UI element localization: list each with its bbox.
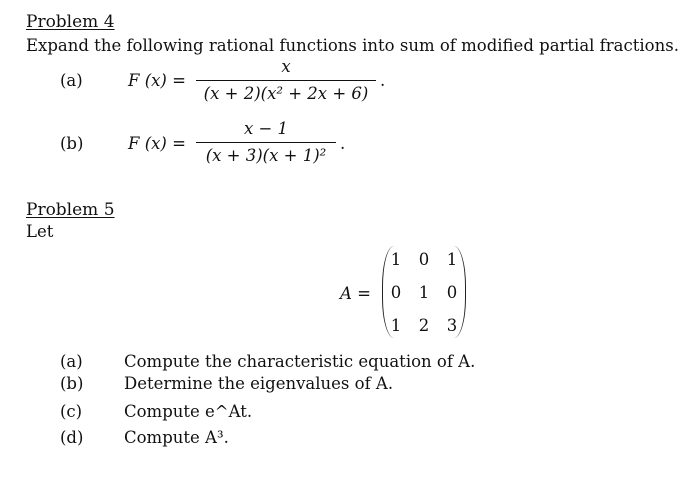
part-4a-denominator: (x + 2)(x² + 2x + 6) <box>203 84 369 103</box>
matrix-cell: 1 <box>390 316 402 335</box>
part-4a-fraction <box>196 56 376 105</box>
matrix-cell: 0 <box>390 283 402 302</box>
part-4a-numerator: x <box>281 57 291 76</box>
matrix-cell: 1 <box>390 250 402 269</box>
fraction-bar <box>196 80 376 81</box>
part-4b-numerator: x − 1 <box>243 119 289 138</box>
matrix-lhs: A = <box>340 284 371 303</box>
part-5b-text: Determine the eigenvalues of A. <box>124 374 394 393</box>
part-4b-lhs: F (x) = <box>128 134 186 153</box>
part-5a-label: (a) <box>60 352 83 371</box>
matrix-a <box>382 246 466 338</box>
part-5c-text: Compute e^At. <box>124 402 253 421</box>
part-5d-label: (d) <box>60 428 84 447</box>
part-4a-label: (a) <box>60 71 83 90</box>
part-4a-lhs: F (x) = <box>128 71 186 90</box>
part-5b-label: (b) <box>60 374 84 393</box>
part-5d-text: Compute A³. <box>124 428 229 447</box>
part-5c-label: (c) <box>60 402 83 421</box>
matrix-cell: 3 <box>446 316 458 335</box>
part-5a-text: Compute the characteristic equation of A. <box>124 352 476 371</box>
problem-4-title: Problem 4 <box>26 12 115 32</box>
matrix-cell: 0 <box>418 250 430 269</box>
part-4b-denominator: (x + 3)(x + 1)² <box>205 146 327 165</box>
part-4b-period: . <box>340 134 346 153</box>
matrix-cell: 1 <box>418 283 430 302</box>
fraction-bar <box>196 142 336 143</box>
matrix-cell: 2 <box>418 316 430 335</box>
part-4b-label: (b) <box>60 134 84 153</box>
part-4a-period: . <box>380 71 386 90</box>
problem-5-intro: Let <box>26 222 54 241</box>
problem-4-instruction: Expand the following rational functions into sum of modified partial fractions. <box>26 36 679 55</box>
problem-5-title: Problem 5 <box>26 200 115 220</box>
matrix-cell: 1 <box>446 250 458 269</box>
matrix-cell: 0 <box>446 283 458 302</box>
part-4b-fraction <box>196 118 336 167</box>
